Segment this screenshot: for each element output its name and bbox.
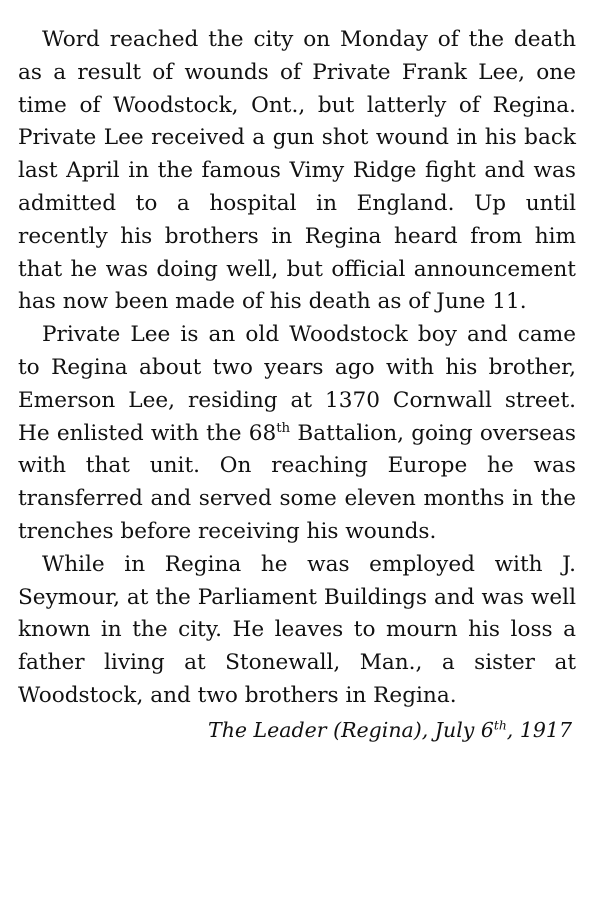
paragraph-background-text-end: Battalion, going overseas with that unit. On reaching Europe he was transferred and served some eleven months in the trenches before receiving his wounds. [18,420,576,544]
source-citation-text-end: , 1917 [506,717,572,742]
ordinal-superscript: th [276,420,291,436]
paragraph-employment: While in Regina he was employed with J. Seymour, at the Parliament Buildings and was well known in the city. He leaves to mourn his loss a father living at Stonewall, Man., a sister at Woodstock, and two brothers in Regina. [18,551,576,708]
paragraph-background [18,319,576,549]
source-citation [18,713,576,747]
source-citation-text-start: The Leader (Regina), July 6 [208,717,494,742]
source-date-superscript: th [493,718,507,733]
paragraph-background-text-start: Private Lee is an old Woodstock boy and came to Regina about two years ago with his brother, Emerson Lee, residing at 1370 Cornwall street. He enlisted with the 68 [18,322,576,446]
paragraph-death-notice: Word reached the city on Monday of the death as a result of wounds of Private Frank Lee, one time of Woodstock, Ont., but latterly of Regina. Private Lee received a gun shot wound in his back last April in the famous Vimy Ridge fight and was admitted to a hospital in England. Up until recently his brothers in Regina heard from him that he was doing well, but official announcement has now been made of his death as of June 11. [18,27,576,315]
newspaper-clipping [18,24,576,894]
